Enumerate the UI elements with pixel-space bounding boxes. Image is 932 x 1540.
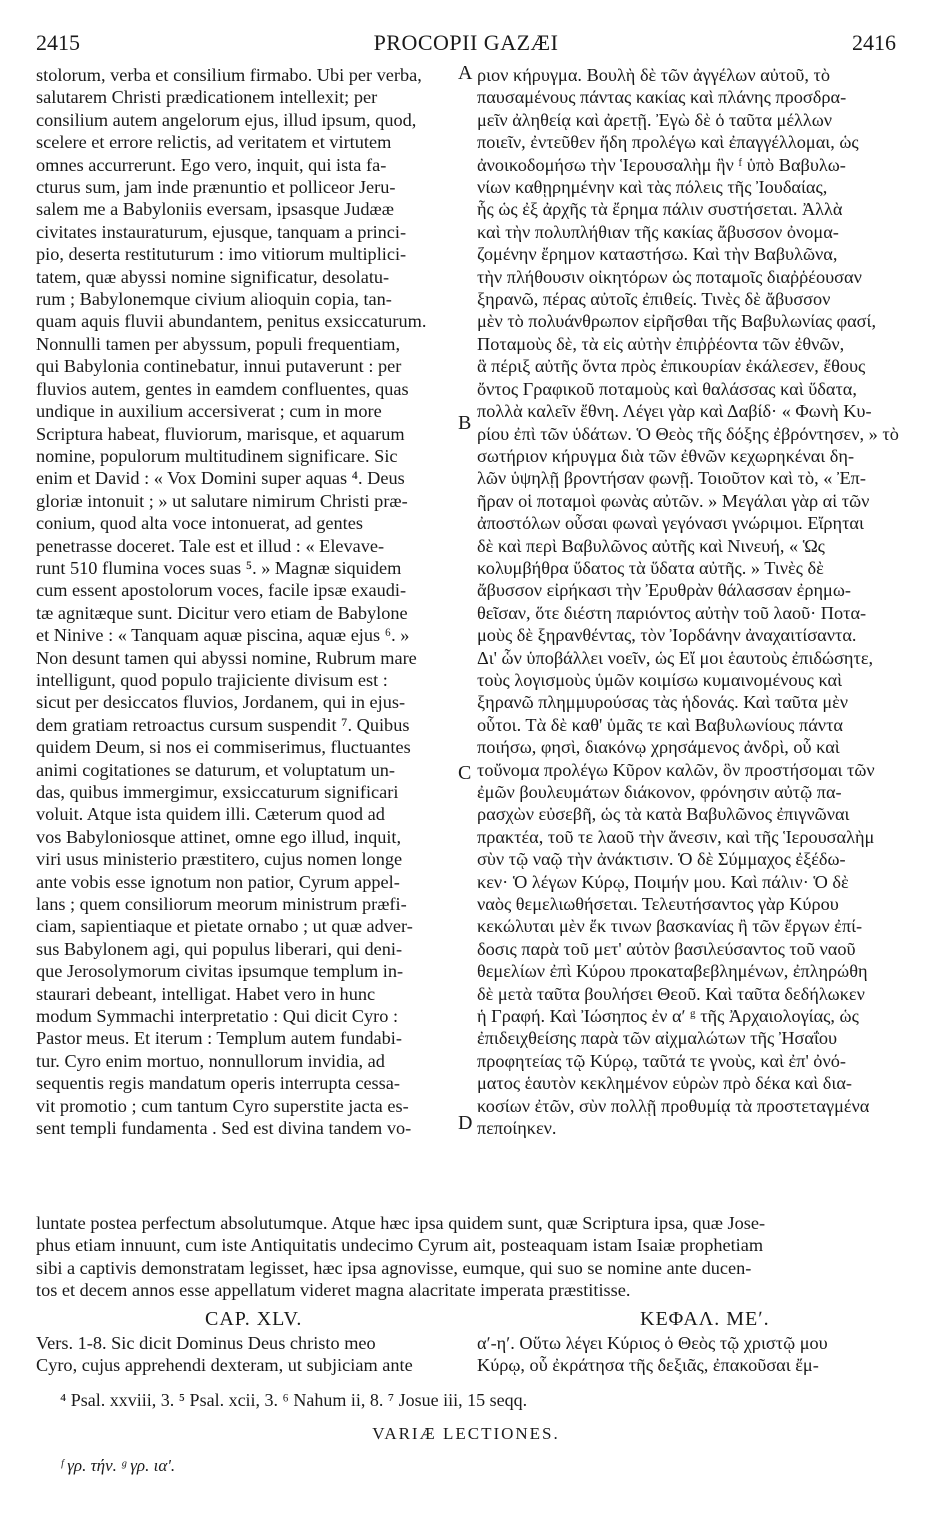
greek-line: ἄβυσσον εἰρήκασι τὴν Ἐρυθρὰν θάλασσαν ἐρημω- — [477, 580, 851, 601]
greek-line: καὶ τὴν πολυπλήθιαν τῆς κακίας ἄβυσσον ὀνομα- — [477, 221, 839, 242]
latin-line: staurari debeant, intelligat. Habet vero in hunc — [36, 983, 376, 1004]
latin-line: quam aquis fluvii abundantem, penitus exsiccaturum. — [36, 311, 427, 332]
greek-line: μοὺς δὲ ξηρανθέντας, τὸν Ἰορδάνην ἀναχαιτίσαντα. — [477, 625, 857, 646]
greek-line: δὲ μετὰ ταῦτα βουλήσει Θεοῦ. Καὶ ταῦτα δεδήλωκεν — [477, 983, 865, 1004]
greek-line: ρίου ἐπὶ τῶν ὑδάτων. Ὁ Θεὸς τῆς δόξης ἐβρόντησεν, » τὸ — [477, 423, 899, 444]
latin-line: gloriæ intonuit ; » ut salutare nimirum Christi præ- — [36, 490, 408, 511]
greek-line: ξηρανῶ, πέρας αὐτοῖς ἐπιθείς. Τινὲς δὲ ἄβυσσον — [477, 289, 831, 310]
latin-column — [36, 64, 462, 1140]
latin-line: tæ agnitæque sunt. Dicitur vero etiam de Babylone — [36, 602, 408, 623]
latin-line: civitates instauraturum, ejusque, tanquam a princi- — [36, 221, 407, 242]
greek-line: μεῖν ἀληθείᾳ καὶ ἀρετῇ. Ἐγὼ δὲ ὁ ταῦτα μέλλων — [477, 109, 833, 130]
latin-line: omnes accurrerunt. Ego vero, inquit, qui ista fa- — [36, 154, 387, 175]
greek-line: κοσίων ἐτῶν, σὺν πολλῇ προθυμίᾳ τὰ προστεταγμένα — [477, 1095, 870, 1116]
greek-line: ῆραν οἱ ποταμοὶ φωνὰς αὐτῶν. » Μεγάλαι γὰρ αἱ τῶν — [477, 490, 870, 511]
latin-line: animi cogitationes se daturum, et voluptatum un- — [36, 759, 395, 780]
latin-line: vit promotio ; cum tantum Cyro superstite jacta es- — [36, 1095, 409, 1116]
greek-line: οὗτοι. Τὰ δὲ καθ' ὑμᾶς τε καὶ Βαβυλωνίους πάντα — [477, 714, 843, 735]
verse-latin-line: Vers. 1-8. Sic dicit Dominus Deus christo meo — [36, 1333, 376, 1353]
latin-line: Pastor meus. Et iterum : Templum autem fundabi- — [36, 1028, 402, 1049]
verse-latin — [36, 1332, 462, 1377]
page-number-left: 2415 — [36, 30, 80, 55]
greek-line: τοὺς λογισμοὺς ὑμῶν κοιμίσω κυμαινομένους καὶ — [477, 669, 843, 690]
latin-line: enim et David : « Vox Domini super aquas ⁴. Deus — [36, 468, 405, 489]
greek-line: τοὔνομα προλέγω Κῦρον καλῶν, ὃν προστήσομαι τῶν — [477, 759, 875, 780]
greek-line: μὲν τὸ πολυάνθρωπον εἰρῆσθαι τῆς Βαβυλωνίας φασί, — [477, 311, 877, 332]
greek-line: ἐπιδειχθείσης παρὰ τῶν αἰχμαλώτων τῆς Ἠσαΐου — [477, 1028, 838, 1049]
verse-latin-line: Cyro, cujus apprehendi dexteram, ut subjiciam ante — [36, 1355, 413, 1376]
latin-line: das, quibus immergimur, exsiccaturum significari — [36, 782, 399, 802]
greek-line: ριον κήρυγμα. Βουλὴ δὲ τῶν ἀγγέλων αὐτοῦ, τὸ — [477, 65, 830, 85]
running-header — [36, 30, 896, 58]
greek-line: ζομένην ἔρημον καταστήσω. Καὶ τὴν Βαβυλῶνα, — [477, 244, 838, 265]
latin-line: undique in auxilium accersiverat ; cum in more — [36, 401, 382, 422]
latin-line: et Ninive : « Tanquam aquæ piscina, aquæ ejus ⁶. » — [36, 625, 410, 646]
greek-line: ρασχὼν εὐσεβῆ, ὡς τὰ κατὰ Βαβυλῶνος ἐπιγνῶναι — [477, 804, 850, 825]
full-width-line: sibi a captivis demonstratam legisset, hæc ipsa agnovisse, eumque, qui suo se nomine ante ducen- — [36, 1257, 752, 1278]
greek-line: πρακτέα, τοῦ τε λαοῦ τὴν ἄνεσιν, καὶ τῆς Ἱερουσαλὴμ — [477, 826, 875, 847]
latin-line: Non desunt tamen qui abyssi nomine, Rubrum mare — [36, 647, 417, 668]
latin-line: runt 510 flumina voces suas ⁵. » Magnæ siquidem — [36, 557, 402, 578]
greek-line: κεν· Ὁ λέγων Κύρῳ, Ποιμήν μου. Καὶ πάλιν· Ὁ δὲ — [477, 871, 849, 892]
verse-greek — [477, 1332, 903, 1377]
latin-line: modum Symmachi interpretatio : Qui dicit Cyro : — [36, 1006, 399, 1027]
latin-line: Nonnulli tamen per abyssum, populi frequentiam, — [36, 333, 401, 354]
latin-line: salutarem Christi prædicationem intellexit; per — [36, 87, 378, 108]
greek-line: θεῖσαν, ὅτε διέστη παριόντος αὐτὴν τοῦ λαοῦ· Ποτα- — [477, 602, 867, 623]
latin-line: ciam, sapientiaque et pietate ornabo ; ut quæ adver- — [36, 916, 413, 937]
margin-marker-a: A — [458, 62, 473, 84]
latin-line: penetrasse doceret. Tale est et illud : « Elevave- — [36, 535, 385, 556]
greek-line: πολλὰ καλεῖν ἔθνη. Λέγει γὰρ καὶ Δαβίδ· « Φωνὴ Κυ- — [477, 401, 872, 422]
footnotes: ⁴ Psal. xxviii, 3. ⁵ Psal. xcii, 3. ⁶ Nahum ii, 8. ⁷ Josue iii, 15 seqq. — [60, 1390, 528, 1410]
verse-greek-line: αʹ-ηʹ. Οὕτω λέγει Κύριος ὁ Θεὸς τῷ χριστῷ μου — [477, 1333, 828, 1353]
greek-line: ναὸς θεμελιωθήσεται. Τελευτήσαντος γὰρ Κύρου — [477, 894, 839, 915]
greek-line: ξηρανῶ πλημμυρούσας τὰς ἡδονάς. Καὶ ταῦτα μὲν — [477, 692, 849, 713]
variae-lectiones-title: VARIÆ LECTIONES. — [372, 1424, 560, 1443]
greek-line: προφητείας τῷ Κύρῳ, ταῦτά τε γνοὺς, καὶ ἐπ' ὀνό- — [477, 1050, 846, 1071]
latin-line: sent templi fundamenta . Sed est divina tandem vo- — [36, 1118, 412, 1139]
margin-marker-d: D — [458, 1112, 473, 1134]
greek-line: ποιεῖν, ἐντεῦθεν ἤδη προλέγω καὶ ἐπαγγέλλομαι, ὡς — [477, 132, 859, 153]
greek-line: Δι' ὧν ὑποβάλλει νοεῖν, ὡς Εἴ μοι ἑαυτοὺς ἐπιδώσητε, — [477, 647, 874, 668]
latin-line: viri usus ministerio præstitero, cujus nomen longe — [36, 849, 403, 870]
greek-line: σὺν τῷ ναῷ τὴν ἀνάκτισιν. Ὁ δὲ Σύμμαχος ἐξέδω- — [477, 849, 846, 870]
full-width-line: luntate postea perfectum absolutumque. Atque hæc ipsa quidem sunt, quæ Scriptura ipsa, quæ Jose- — [36, 1213, 766, 1233]
greek-line: πεποίηκεν. — [477, 1118, 557, 1139]
verse-greek-line: Κύρῳ, οὗ ἐκράτησα τῆς δεξιᾶς, ἐπακοῦσαι ἔμ- — [477, 1355, 819, 1376]
latin-line: tur. Cyro enim mortuo, nonnullorum invidia, ad — [36, 1050, 385, 1071]
greek-line: νίων καθῃρημένην καὶ τὰς πόλεις τῆς Ἰουδαίας, — [477, 177, 828, 198]
latin-line: voluit. Atque ista quidem illi. Cæterum quod ad — [36, 804, 385, 825]
page-number-right: 2416 — [852, 30, 896, 55]
latin-line: lans ; quem consiliorum meorum ministrum præfi- — [36, 894, 407, 915]
greek-line: ὄντος Γραφικοῦ ποταμοὺς καὶ θαλάσσας καὶ ὕδατα, — [477, 378, 857, 399]
greek-line: θεμελίων ἐπὶ Κύρου προκαταβεβλημένων, ἐπληρώθη — [477, 961, 868, 982]
latin-line: scelere et errore relictis, ad veritatem et virtutem — [36, 132, 392, 153]
greek-line: παυσαμένους πάντας κακίας καὶ πλάνης προσδρα- — [477, 87, 847, 108]
greek-line: λῶν ὑψηλῇ βροντήσαν φωνῇ. Τοιοῦτον καὶ τὸ, « Ἐπ- — [477, 468, 866, 489]
latin-line: cturus sum, jam inde prænuntio et polliceor Jeru- — [36, 177, 396, 198]
latin-line: quidem Deum, si nos ei commiserimus, fluctuantes — [36, 737, 411, 758]
latin-line: ante vobis esse ignotum non patior, Cyrum appel- — [36, 871, 400, 892]
full-width-line: phus etiam innuunt, cum iste Antiquitatis undecimo Cyrum ait, posteaquam istam Isaiæ prophetiam — [36, 1235, 764, 1256]
greek-line: κολυμβήθρα ὕδατος τὰ ὕδατα αὐτῆς. » Τινὲς δὲ — [477, 557, 824, 578]
latin-line: Scriptura habeat, fluviorum, marisque, et aquarum — [36, 423, 405, 444]
full-width-line: tos et decem annos esse appellatum videret magna alacritate imperata præstitisse. — [36, 1280, 631, 1301]
latin-line: pio, deserta restituturum : imo vitiorum multiplici- — [36, 244, 407, 265]
greek-line: ἀποστόλων οὖσαι φωναὶ γεγόνασι γνώριμοι. Εἴρηται — [477, 513, 864, 534]
latin-line: sus Babylonem agi, qui populus liberari, qui deni- — [36, 938, 403, 959]
latin-line: nomine, populorum multitudinem significare. Sic — [36, 445, 398, 466]
chapter-heading-latin: CAP. XLV. — [205, 1308, 303, 1330]
greek-line: ματος ἑαυτὸν κεκλημένον εὑρὼν πρὸ δέκα καὶ δια- — [477, 1073, 852, 1094]
greek-line: κεκώλυται μὲν ἔκ τινων βασκανίας ἢ τῶν ἔργων ἐπί- — [477, 916, 863, 937]
latin-line: stolorum, verba et consilium firmabo. Ubi per verba, — [36, 65, 422, 85]
greek-line: ἡ Γραφή. Καὶ Ἰώσηπος ἐν αʹ ᵍ τῆς Ἀρχαιολογίας, ὡς — [477, 1006, 859, 1027]
latin-line: fluvios autem, gentes in eamdem confluentes, quas — [36, 378, 409, 399]
latin-line: vos Babyloniosque attinet, omne ego illud, inquit, — [36, 826, 402, 847]
chapter-heading-greek: ΚΕΦΑΛ. ΜΕʹ. — [640, 1308, 770, 1330]
greek-line: τὴν πλήθουσιν οἰκητόρων ὡς ποταμοῖς διαῤῥέουσαν — [477, 266, 862, 287]
latin-line: salem me a Babyloniis eversam, ipsasque Judææ — [36, 199, 394, 220]
greek-line: δὲ καὶ περὶ Βαβυλῶνος αὐτῆς καὶ Νινευή, « Ὡς — [477, 535, 825, 556]
margin-marker-b: B — [458, 412, 472, 434]
greek-line: ἃ πέριξ αὐτῆς ὄντα πρὸς ἐπικουρίαν ἐκάλεσεν, ἔθους — [477, 356, 866, 377]
greek-line: Ποταμοὺς δὲ, τὰ εἰς αὐτὴν ἐπιῤῥέοντα τῶν ἐθνῶν, — [477, 333, 845, 354]
greek-line: ποιήσω, φησὶ, διακόνῳ χρησάμενος ἀνδρὶ, οὗ καὶ — [477, 737, 840, 758]
greek-line: ἧς ὡς ἐξ ἀρχῆς τὰ ἔρημα πάλιν συστήσεται. Ἀλλὰ — [477, 199, 843, 220]
latin-line: conium, quod alta voce intonuerat, ad gentes — [36, 513, 363, 534]
greek-line: σωτήριον κήρυγμα διὰ τῶν ἐθνῶν κεχωρηκέναι δη- — [477, 445, 855, 466]
latin-line: que Jerosolymorum civitas ipsumque templum in- — [36, 961, 404, 982]
latin-line: dem gratiam retroactus cursum suspendit ⁷. Quibus — [36, 714, 410, 735]
latin-line: consilium autem angelorum ejus, illud ipsum, quod, — [36, 109, 417, 130]
greek-line: ἀνοικοδομήσω τὴν Ἱερουσαλὴμ ἣν ᶠ ὑπὸ Βαβυλω- — [477, 154, 846, 175]
greek-line: δοσις παρὰ τοῦ μετ' αὐτὸν βασιλεύσαντος τοῦ ναοῦ — [477, 938, 856, 959]
greek-line: ἐμῶν βουλευμάτων διάκονον, φρόνησιν αὐτῷ πα- — [477, 782, 842, 802]
latin-line: sequentis regis mandatum operis interrupta cessa- — [36, 1073, 400, 1094]
margin-marker-c: C — [458, 762, 472, 784]
latin-line: rum ; Babylonemque civium alioquin copia, tan- — [36, 289, 392, 310]
latin-line: sicut per desiccatos fluvios, Jordanem, qui in ejus- — [36, 692, 406, 713]
latin-line: cum essent apostolorum voces, facile ipsæ exaudi- — [36, 580, 407, 601]
full-width-paragraph — [36, 1212, 902, 1302]
latin-line: intelligunt, quod populo trajiciente divisum est : — [36, 669, 388, 690]
latin-line: qui Babylonia continebatur, innui putaverunt : per — [36, 356, 402, 377]
greek-column — [477, 64, 903, 1140]
latin-line: tatem, quæ abyssi nomine significatur, desolatu- — [36, 266, 390, 287]
running-title: PROCOPII GAZÆI — [373, 30, 559, 55]
variae-lectiones-notes: ᶠ γρ. τήν. ᵍ γρ. ιαʹ. — [60, 1456, 176, 1475]
